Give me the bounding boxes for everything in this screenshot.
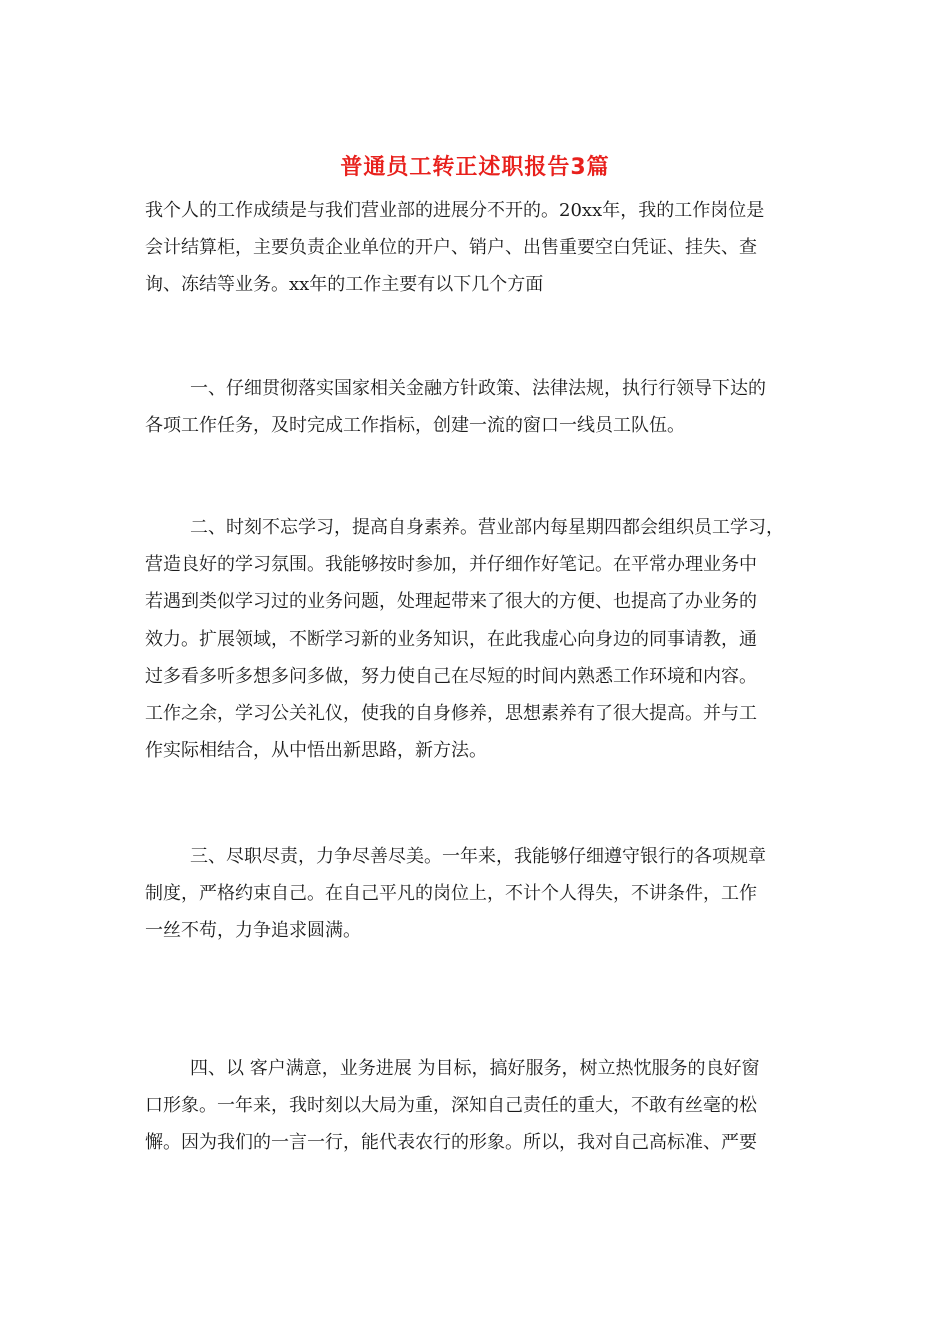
section2-line-3: 若遇到类似学习过的业务问题，处理起带来了很大的方便、也提高了办业务的 <box>145 591 757 612</box>
document-title: 普通员工转正述职报告3篇 <box>340 155 610 180</box>
section2-line-4: 效力。扩展领域，不断学习新的业务知识，在此我虚心向身边的同事请教，通 <box>145 629 757 650</box>
section3-line-3: 一丝不苟，力争追求圆满。 <box>145 920 361 941</box>
section2-line-1: 二、时刻不忘学习，提高自身素养。营业部内每星期四都会组织员工学习， <box>190 517 784 538</box>
section3-line-1: 三、尽职尽责，力争尽善尽美。一年来，我能够仔细遵守银行的各项规章 <box>190 846 766 867</box>
section2-line-7: 作实际相结合，从中悟出新思路，新方法。 <box>145 740 487 761</box>
intro-line-1: 我个人的工作成绩是与我们营业部的进展分不开的。20xx年，我的工作岗位是 <box>145 200 765 221</box>
intro-line-3: 询、冻结等业务。xx年的工作主要有以下几个方面 <box>145 274 544 295</box>
section3-line-2: 制度，严格约束自己。在自己平凡的岗位上，不计个人得失，不讲条件，工作 <box>145 883 757 904</box>
section2-line-5: 过多看多听多想多问多做，努力使自己在尽短的时间内熟悉工作环境和内容。 <box>145 666 757 687</box>
intro-line-2: 会计结算柜，主要负责企业单位的开户、销户、出售重要空白凭证、挂失、查 <box>145 237 757 258</box>
section1-line-1: 一、仔细贯彻落实国家相关金融方针政策、法律法规，执行行领导下达的 <box>190 378 766 399</box>
section2-line-6: 工作之余，学习公关礼仪，使我的自身修养，思想素养有了很大提高。并与工 <box>145 703 757 724</box>
section4-line-3: 懈。因为我们的一言一行，能代表农行的形象。所以，我对自己高标准、严要 <box>145 1132 757 1153</box>
section1-line-2: 各项工作任务，及时完成工作指标，创建一流的窗口一线员工队伍。 <box>145 415 685 436</box>
section4-line-2: 口形象。一年来，我时刻以大局为重，深知自己责任的重大，不敢有丝毫的松 <box>145 1095 757 1116</box>
section4-line-1: 四、以 客户满意，业务进展 为目标，搞好服务，树立热忱服务的良好窗 <box>190 1058 760 1079</box>
section2-line-2: 营造良好的学习氛围。我能够按时参加，并仔细作好笔记。在平常办理业务中 <box>145 554 757 575</box>
